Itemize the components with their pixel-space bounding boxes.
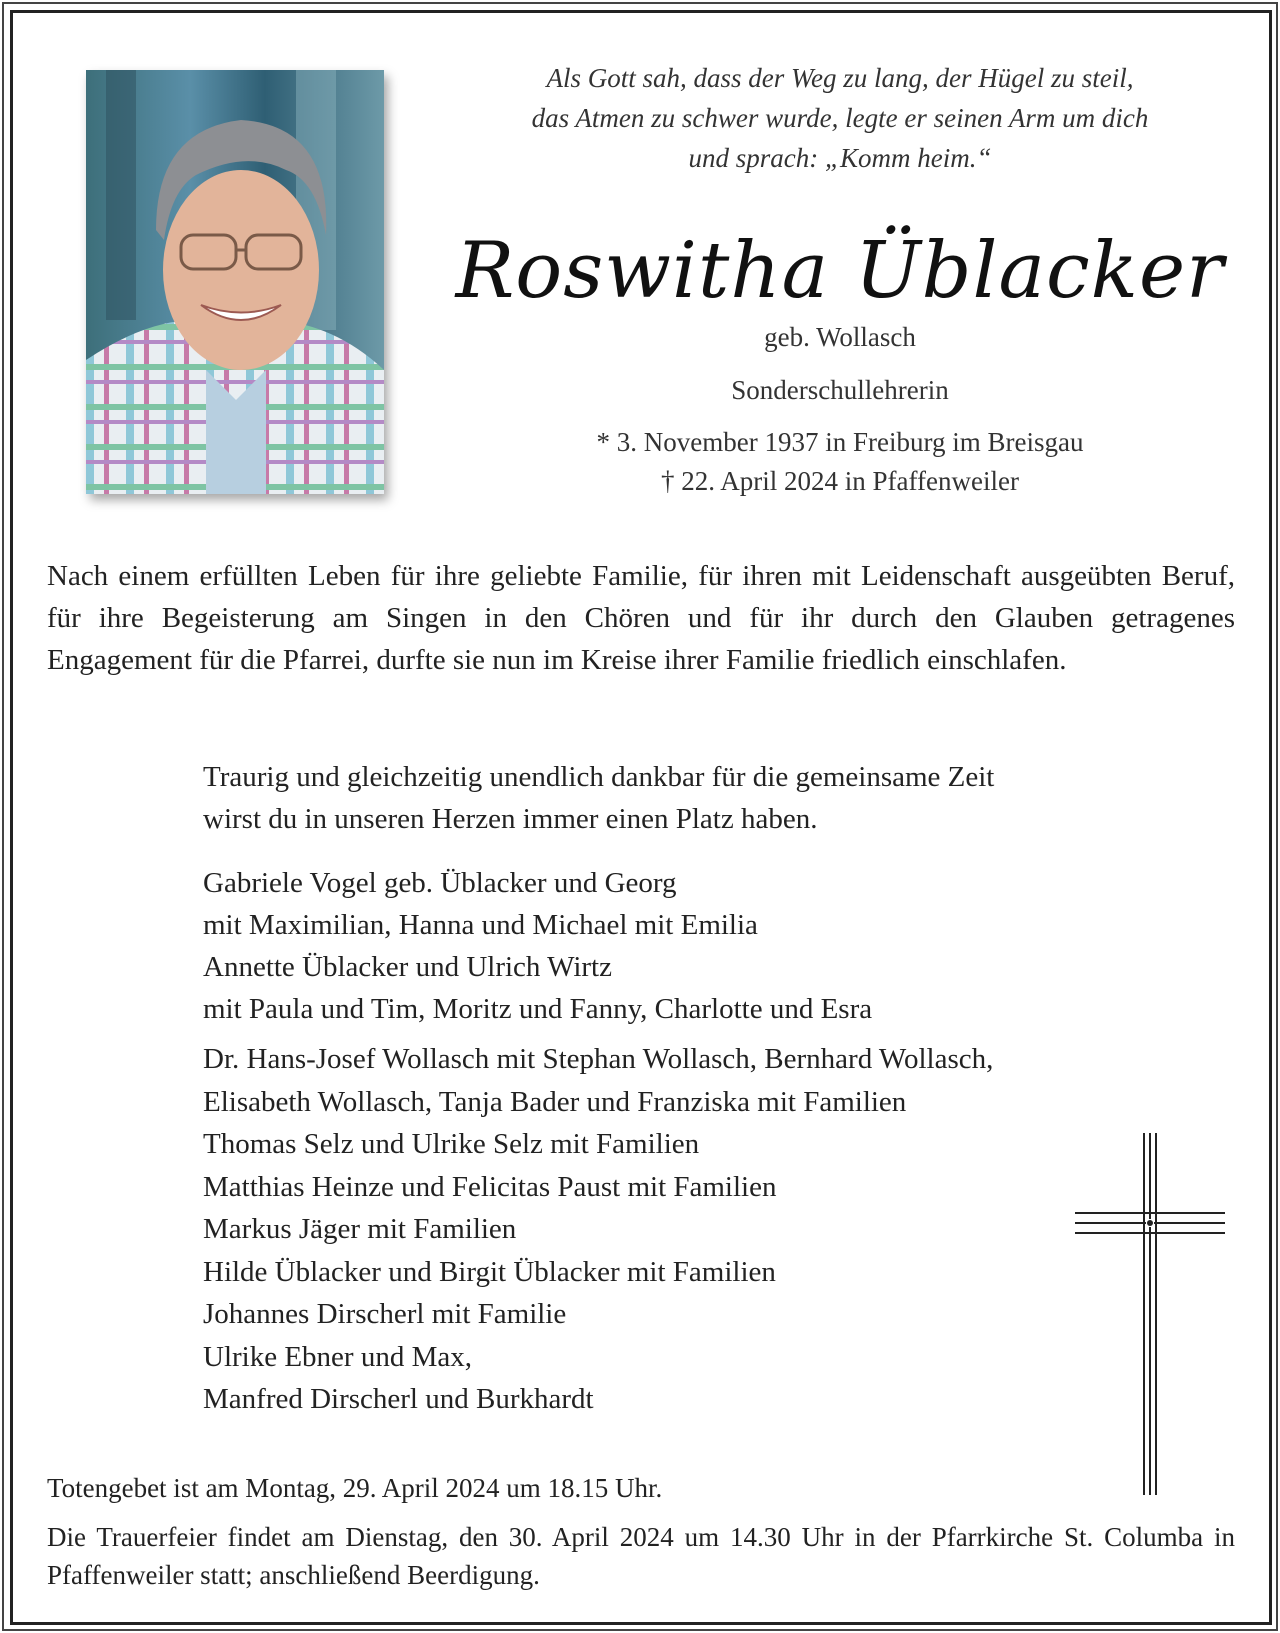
death-date: † 22. April 2024 in Pfaffenweiler [661, 466, 1019, 496]
cross-icon [1075, 1133, 1225, 1495]
birth-date: * 3. November 1937 in Freiburg im Breisgau [596, 427, 1084, 457]
verse-line: das Atmen zu schwer wurde, legte er seinen Arm um dich [531, 103, 1149, 133]
verse-line: Als Gott sah, dass der Weg zu lang, der Hügel zu steil, [546, 63, 1134, 93]
mourner-line: Johannes Dirscherl mit Familie [203, 1298, 567, 1330]
mourner-line: Matthias Heinze und Felicitas Paust mit Familien [203, 1170, 777, 1203]
mourner-line: Markus Jäger mit Familien [203, 1213, 517, 1245]
mourner-line: Hilde Üblacker und Birgit Üblacker mit Familien [203, 1255, 776, 1288]
farewell-text [203, 756, 1203, 840]
mourner-line: Manfred Dirscherl und Burkhardt [203, 1383, 594, 1415]
tribute-paragraph: Nach einem erfüllten Leben für ihre geliebte Familie, für ihren mit Leidenschaft ausgeübten Beruf, für ihre Begeisterung am Singen in den Chören und für ihr durch den Glauben getragenes Engagement für die Pfarrei, durfte sie nun im Kreise ihrer Familie friedlich einschlafen. [47, 560, 1235, 676]
deceased-name: Roswitha Üblacker [455, 226, 1225, 316]
mourner-line: mit Paula und Tim, Moritz und Fanny, Charlotte und Esra [203, 993, 873, 1025]
mourner-line: Thomas Selz und Ulrike Selz mit Familien [203, 1128, 700, 1160]
farewell-line: Traurig und gleichzeitig unendlich dankbar für die gemeinsame Zeit [203, 761, 995, 793]
verse-line: und sprach: „Komm heim.“ [688, 143, 992, 173]
mourner-line: Annette Üblacker und Ulrich Wirtz [203, 951, 612, 983]
mourner-line: Elisabeth Wollasch, Tanja Bader und Franziska mit Familien [203, 1085, 907, 1118]
mourner-line: Dr. Hans-Josef Wollasch mit Stephan Wollasch, Bernhard Wollasch, [203, 1043, 994, 1075]
prayer-service: Totengebet ist am Montag, 29. April 2024 um 18.15 Uhr. [47, 1473, 663, 1503]
mourner-line: mit Maximilian, Hanna und Michael mit Emilia [203, 909, 758, 941]
profession: Sonderschullehrerin [731, 375, 949, 405]
verse-quote [440, 58, 1240, 178]
portrait-photo [86, 70, 384, 494]
relatives-list [203, 1038, 1203, 1421]
maiden-name: geb. Wollasch [764, 322, 916, 352]
funeral-service: Die Trauerfeier findet am Dienstag, den 30. April 2024 um 14.30 Uhr in der Pfarrkirche St. Columba in Pfaffenweiler statt; anschließend Beerdigung. [47, 1522, 1235, 1590]
mourner-line: Gabriele Vogel geb. Üblacker und Georg [203, 867, 677, 899]
family-list [203, 862, 1203, 1030]
mourner-line: Ulrike Ebner und Max, [203, 1340, 472, 1373]
farewell-line: wirst du in unseren Herzen immer einen Platz haben. [203, 803, 818, 835]
